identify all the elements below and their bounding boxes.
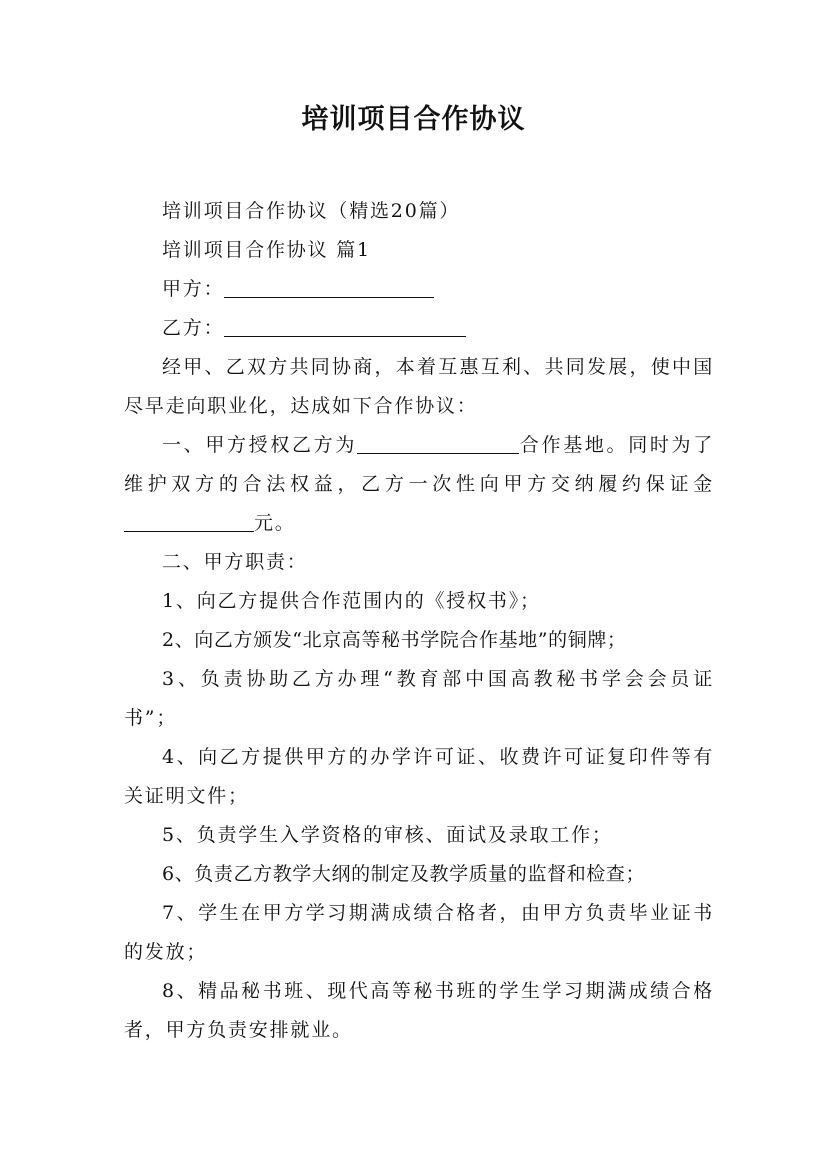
- document-subtitle: 培训项目合作协议（精选20篇）: [162, 200, 461, 222]
- document-body: [124, 192, 714, 1050]
- party-b-label: 乙方：: [162, 317, 225, 339]
- duty-item: 7、学生在甲方学习期满成绩合格者，由甲方负责毕业证书的发放；: [124, 902, 714, 963]
- duty-item: 3、负责协助乙方办理“教育部中国高教秘书学会会员证书”；: [124, 668, 714, 729]
- document-title: 培训项目合作协议: [301, 104, 526, 135]
- cooperation-base-blank: [357, 433, 519, 454]
- party-a-line: [124, 270, 714, 309]
- clause-two-heading: 二、甲方职责：: [162, 551, 308, 573]
- party-b-line: [124, 309, 714, 348]
- duty-item: 1、向乙方提供合作范围内的《授权书》；: [162, 590, 541, 612]
- party-a-blank: [224, 277, 434, 298]
- deposit-amount-blank: [124, 511, 254, 532]
- duty-item: 8、精品秘书班、现代高等秘书班的学生学习期满成绩合格者，甲方负责安排就业。: [124, 980, 714, 1041]
- clause-one-text-start: 一、甲方授权乙方为: [162, 434, 357, 456]
- clause-one-text-end: 元。: [254, 512, 296, 534]
- party-a-label: 甲方：: [162, 278, 225, 300]
- duty-item: 6、负责乙方教学大纲的制定及教学质量的监督和检查；: [162, 863, 646, 885]
- section-heading: 培训项目合作协议 篇1: [162, 239, 371, 261]
- intro-paragraph: 经甲、乙双方共同协商，本着互惠互利、共同发展，使中国尽早走向职业化，达成如下合作协议：: [124, 356, 714, 417]
- clause-one-text-middle: 合作基地。同时为了维护双方的合法权益，乙方一次性向甲方交纳履约保证金: [124, 434, 714, 495]
- clause-one-paragraph: [124, 426, 714, 543]
- duty-item: 2、向乙方颁发“北京高等秘书学院合作基地”的铜牌；: [162, 629, 627, 651]
- duty-item: 5、负责学生入学资格的审核、面试及录取工作；: [162, 824, 613, 846]
- party-b-blank: [224, 316, 466, 337]
- duty-item: 4、向乙方提供甲方的办学许可证、收费许可证复印件等有关证明文件；: [124, 746, 714, 807]
